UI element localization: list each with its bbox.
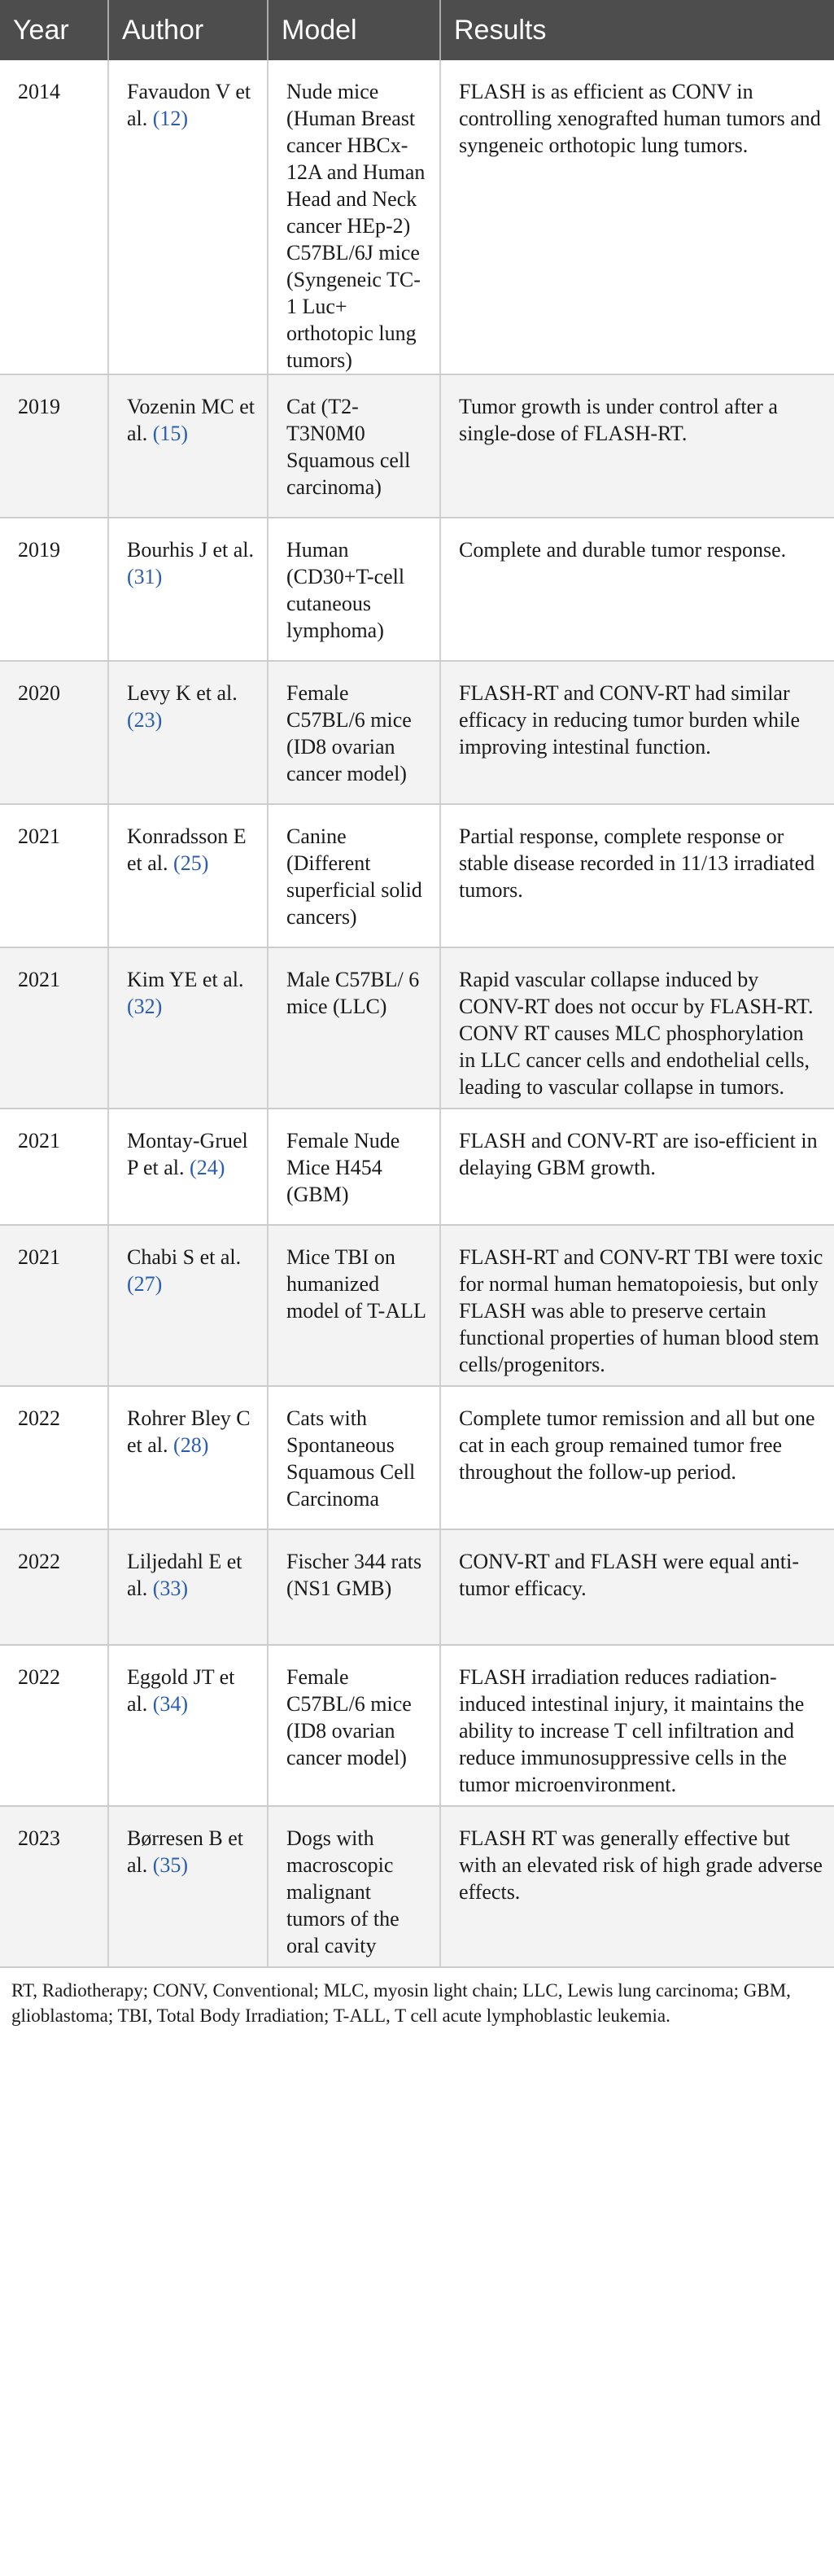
author-name: Levy K et al. — [127, 681, 238, 705]
cell-author — [108, 804, 268, 947]
header-author: Author — [108, 0, 268, 60]
header-results: Results — [440, 0, 834, 60]
cell-model: Dogs with macroscopic malignant tumors of the oral cavity — [268, 1806, 440, 1967]
reference-link[interactable]: (25) — [173, 851, 209, 875]
table-row — [0, 1225, 834, 1386]
cell-year: 2014 — [0, 60, 108, 374]
cell-model: Canine (Different superficial solid cancers) — [268, 804, 440, 947]
cell-author — [108, 947, 268, 1109]
reference-link[interactable]: (31) — [127, 565, 163, 588]
cell-author — [108, 1529, 268, 1645]
reference-link[interactable]: (32) — [127, 995, 163, 1018]
author-name: Kim YE et al. — [127, 968, 244, 991]
cell-author — [108, 518, 268, 661]
author-name: Favaudon V et al. — [127, 80, 251, 130]
reference-link[interactable]: (12) — [152, 107, 189, 130]
table-row — [0, 60, 834, 374]
cell-results: FLASH irradiation reduces radiation-induced intestinal injury, it maintains the ability to increase T cell infiltration and reduce immunosuppressive cells in the tumor microenvironment. — [440, 1645, 834, 1806]
cell-results: Rapid vascular collapse induced by CONV-RT does not occur by FLASH-RT. CONV RT causes MLC phosphorylation in LLC cancer cells and endothelial cells, leading to vascular collapse in tumors. — [440, 947, 834, 1109]
cell-author — [108, 60, 268, 374]
cell-author — [108, 1225, 268, 1386]
table-row — [0, 518, 834, 661]
reference-link[interactable]: (23) — [127, 708, 163, 732]
cell-model: Human (CD30+T-cell cutaneous lymphoma) — [268, 518, 440, 661]
cell-author — [108, 661, 268, 804]
cell-model: Female C57BL/6 mice (ID8 ovarian cancer model) — [268, 661, 440, 804]
cell-results: FLASH-RT and CONV-RT had similar efficacy in reducing tumor burden while improving intestinal function. — [440, 661, 834, 804]
cell-model: Female Nude Mice H454 (GBM) — [268, 1109, 440, 1225]
header-year: Year — [0, 0, 108, 60]
author-name: Rohrer Bley C et al. — [127, 1406, 251, 1457]
cell-author — [108, 1386, 268, 1529]
cell-results: CONV-RT and FLASH were equal anti-tumor efficacy. — [440, 1529, 834, 1645]
cell-model: Fischer 344 rats (NS1 GMB) — [268, 1529, 440, 1645]
table-header — [0, 0, 834, 60]
cell-author — [108, 1645, 268, 1806]
cell-results: FLASH-RT and CONV-RT TBI were toxic for normal human hematopoiesis, but only FLASH was able to preserve certain functional properties of human blood stem cells/progenitors. — [440, 1225, 834, 1386]
author-name: Børresen B et al. — [127, 1826, 243, 1877]
author-name: Chabi S et al. — [127, 1245, 242, 1269]
author-name: Eggold JT et al. — [127, 1665, 235, 1716]
table-row — [0, 804, 834, 947]
reference-link[interactable]: (24) — [190, 1156, 225, 1179]
cell-model: Cats with Spontaneous Squamous Cell Carcinoma — [268, 1386, 440, 1529]
cell-author — [108, 1109, 268, 1225]
cell-model: Nude mice (Human Breast cancer HBCx-12A and Human Head and Neck cancer HEp-2) C57BL/6J mice (Syngeneic TC-1 Luc+ orthotopic lung tumors) — [268, 60, 440, 374]
cell-results: Complete and durable tumor response. — [440, 518, 834, 661]
cell-year: 2021 — [0, 804, 108, 947]
author-name: Vozenin MC et al. — [127, 395, 255, 445]
cell-year: 2021 — [0, 1109, 108, 1225]
cell-results: Complete tumor remission and all but one cat in each group remained tumor free throughout the follow-up period. — [440, 1386, 834, 1529]
reference-link[interactable]: (28) — [173, 1433, 209, 1457]
cell-year: 2021 — [0, 947, 108, 1109]
cell-model: Male C57BL/ 6 mice (LLC) — [268, 947, 440, 1109]
cell-model: Mice TBI on humanized model of T-ALL — [268, 1225, 440, 1386]
author-name: Liljedahl E et al. — [127, 1550, 242, 1600]
header-row — [0, 0, 834, 60]
table-row — [0, 661, 834, 804]
cell-year: 2019 — [0, 518, 108, 661]
table-body — [0, 60, 834, 1967]
cell-author — [108, 1806, 268, 1967]
cell-model: Cat (T2-T3N0M0 Squamous cell carcinoma) — [268, 374, 440, 518]
cell-results: FLASH is as efficient as CONV in controlling xenografted human tumors and syngeneic orthotopic lung tumors. — [440, 60, 834, 374]
reference-link[interactable]: (27) — [127, 1272, 163, 1296]
cell-author — [108, 374, 268, 518]
reference-link[interactable]: (35) — [152, 1853, 189, 1877]
author-name: Konradsson E et al. — [127, 824, 247, 875]
cell-year: 2020 — [0, 661, 108, 804]
cell-results: Partial response, complete response or stable disease recorded in 11/13 irradiated tumors. — [440, 804, 834, 947]
table-row — [0, 947, 834, 1109]
cell-year: 2019 — [0, 374, 108, 518]
author-name: Bourhis J et al. — [127, 538, 254, 562]
header-model: Model — [268, 0, 440, 60]
table-row — [0, 1806, 834, 1967]
cell-results: FLASH and CONV-RT are iso-efficient in delaying GBM growth. — [440, 1109, 834, 1225]
table-row — [0, 1109, 834, 1225]
cell-year: 2022 — [0, 1386, 108, 1529]
table-footnote: RT, Radiotherapy; CONV, Conventional; MLC, myosin light chain; LLC, Lewis lung carcinoma; GBM, glioblastoma; TBI, Total Body Irradiation; T-ALL, T cell acute lymphoblastic leukemia. — [11, 1980, 791, 2026]
cell-results: Tumor growth is under control after a single-dose of FLASH-RT. — [440, 374, 834, 518]
table-row — [0, 374, 834, 518]
cell-year: 2022 — [0, 1529, 108, 1645]
reference-link[interactable]: (15) — [152, 422, 189, 445]
table-row — [0, 1386, 834, 1529]
cell-model: Female C57BL/6 mice (ID8 ovarian cancer model) — [268, 1645, 440, 1806]
table-row — [0, 1645, 834, 1806]
reference-link[interactable]: (33) — [152, 1577, 189, 1600]
author-name: Montay-Gruel P et al. — [127, 1129, 248, 1179]
reference-link[interactable]: (34) — [152, 1692, 189, 1716]
cell-year: 2023 — [0, 1806, 108, 1967]
table-row — [0, 1529, 834, 1645]
cell-year: 2022 — [0, 1645, 108, 1806]
cell-results: FLASH RT was generally effective but with an elevated risk of high grade adverse effects. — [440, 1806, 834, 1967]
cell-year: 2021 — [0, 1225, 108, 1386]
